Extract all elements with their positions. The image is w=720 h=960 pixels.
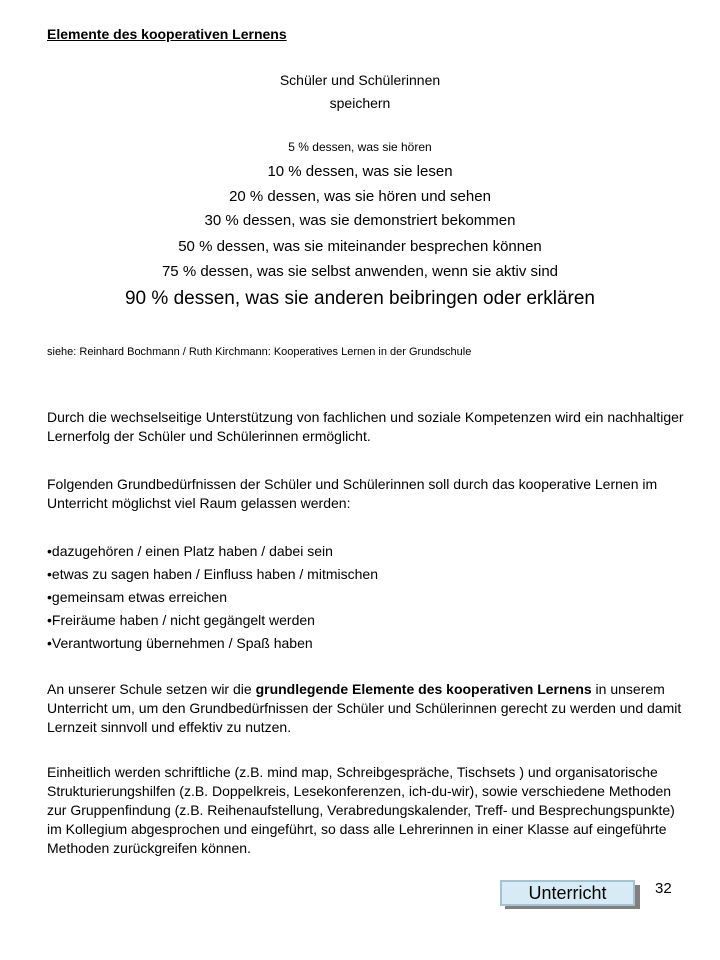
- percentage-line-50: 50 % dessen, was sie miteinander besprechen können: [178, 238, 542, 255]
- list-item: •Verantwortung übernehmen / Spaß haben: [47, 635, 313, 651]
- paragraph-3: [47, 680, 687, 737]
- paragraph-1: Durch die wechselseitige Unterstützung von fachlichen und soziale Kompetenzen wird ein nachhaltiger Lernerfolg der Schüler und Schülerinnen ermöglicht.: [47, 409, 684, 444]
- list-item: •dazugehören / einen Platz haben / dabei sein: [47, 543, 333, 559]
- percentage-line-90: 90 % dessen, was sie anderen beibringen oder erklären: [124, 288, 596, 309]
- paragraph-3-bold: grundlegende Elemente des kooperativen Lernens: [255, 681, 592, 697]
- paragraph-4: Einheitlich werden schriftliche (z.B. mind map, Schreibgespräche, Tischsets ) und organisatorische Strukturierungshilfen (z.B. Doppelkreis, Lesekonferenzen, ich-du-wir), sowie verschiedene Methoden zur Gruppenfindung (z.B. Reihenaufstellung, Verabredungskalender, Treff- und Besprechungspunkte) im Kollegium abgesprochen und eingeführt, so dass alle Lehrerinnen in einer Klasse auf eingeführte Methoden zurückgreifen können.: [47, 764, 675, 856]
- list-item: •gemeinsam etwas erreichen: [47, 589, 227, 605]
- percentage-line-30: 30 % dessen, was sie demonstriert bekommen: [204, 212, 516, 229]
- percentage-line-5: 5 % dessen, was sie hören: [288, 140, 432, 154]
- page-heading: Elemente des kooperativen Lernens: [47, 26, 287, 42]
- percentage-line-75: 75 % dessen, was sie selbst anwenden, wenn sie aktiv sind: [161, 263, 559, 280]
- percentage-line-20: 20 % dessen, was sie hören und sehen: [229, 188, 491, 205]
- needs-list: [47, 540, 378, 655]
- percentage-line-10: 10 % dessen, was sie lesen: [267, 163, 453, 180]
- intro-line-1: Schüler und Schülerinnen: [279, 72, 441, 88]
- section-tag: Unterricht: [500, 880, 635, 906]
- paragraph-3-after: in unserem Unterricht um, um den Grundbedürfnissen der Schüler und Schülerinnen gerecht zu werden und damit Lernzeit sinnvoll und effektiv zu nutzen.: [47, 681, 682, 735]
- list-item: •Freiräume haben / nicht gegängelt werden: [47, 612, 315, 628]
- source-citation: siehe: Reinhard Bochmann / Ruth Kirchmann: Kooperatives Lernen in der Grundschule: [47, 346, 472, 358]
- paragraph-2: Folgenden Grundbedürfnissen der Schüler und Schülerinnen soll durch das kooperative Lernen im Unterricht möglichst viel Raum gelassen werden:: [47, 476, 658, 511]
- page-number: 32: [655, 880, 672, 897]
- list-item: •etwas zu sagen haben / Einfluss haben / mitmischen: [47, 566, 378, 582]
- intro-line-2: speichern: [329, 95, 391, 111]
- paragraph-3-before: An unserer Schule setzen wir die: [47, 681, 256, 697]
